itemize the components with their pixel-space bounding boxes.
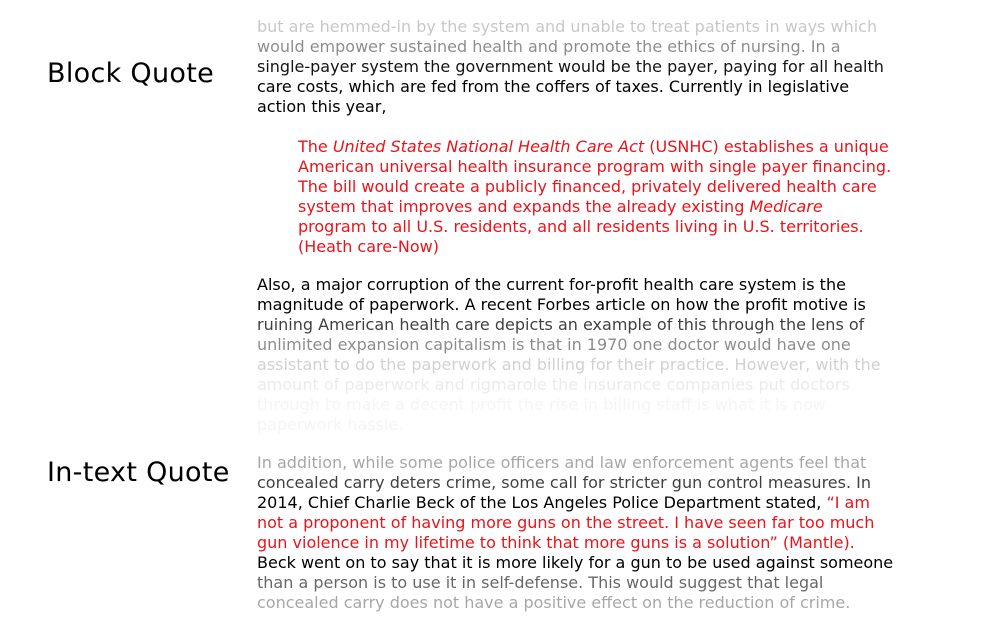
text-line: unlimited expansion capitalism is that in 1970 one doctor would have one [257,335,851,354]
text-line: In addition, while some police officers and law enforcement agents feel that [257,453,867,472]
text-line: care costs, which are fed from the coffers of taxes. Currently in legislative [257,77,850,96]
quote-line: program to all U.S. residents, and all residents living in U.S. territories. [298,217,864,236]
text-line: Beck went on to say that it is more likely for a gun to be used against someone [257,553,894,572]
quote-line: American universal health insurance program with single payer financing. [298,157,892,176]
act-title: United States National Health Care Act [332,137,645,156]
text-line: concealed carry does not have a positive effect on the reduction of crime. [257,593,851,612]
text-line: action this year, [257,97,387,116]
text-line: amount of paperwork and rigmarole the insurance companies put doctors [257,375,850,394]
quote-line: The bill would create a publicly financed, privately delivered health care [298,177,877,196]
paragraph-before-quote [257,0,957,117]
in-text-quote-label: In-text Quote [47,457,230,488]
text-line: than a person is to use it in self-defense. This would suggest that legal [257,573,824,592]
in-text-quote-line: not a proponent of having more guns on the street. I have seen far too much [257,513,875,532]
block-quote [298,137,958,257]
text-line: would empower sustained health and promote the ethics of nursing. In a [257,37,841,56]
in-text-quote-line: gun violence in my lifetime to think that more guns is a solution” (Mantle). [257,533,855,552]
text-line: 2014, Chief Charlie Beck of the Los Angeles Police Department stated, “I am [257,493,870,512]
text-line: magnitude of paperwork. A recent Forbes article on how the profit motive is [257,295,866,314]
in-text-quote: “I am [826,493,870,512]
text-line: concealed carry deters crime, some call for stricter gun control measures. In [257,473,872,492]
paragraph-after-quote [257,275,957,435]
text-line [257,0,957,17]
text-line [257,395,957,415]
quote-line: system that improves and expands the already existing Medicare [298,197,823,216]
text-line: Also, a major corruption of the current for-profit health care system is the [257,275,846,294]
text-line: assistant to do the paperwork and billing for their practice. However, with the [257,355,881,374]
text-line [257,415,957,435]
text-line: ruining American health care depicts an example of this through the lens of [257,315,865,334]
paragraph-in-text-quote [257,453,957,613]
block-quote-label: Block Quote [47,58,214,89]
text-line: but are hemmed-in by the system and unable to treat patients in ways which [257,17,878,36]
quote-line: The United States National Health Care Act (USNHC) establishes a unique [298,137,889,156]
medicare-term: Medicare [749,197,823,216]
quote-citation: (Heath care-Now) [298,237,439,256]
text-line: single-payer system the government would be the payer, paying for all health [257,57,884,76]
